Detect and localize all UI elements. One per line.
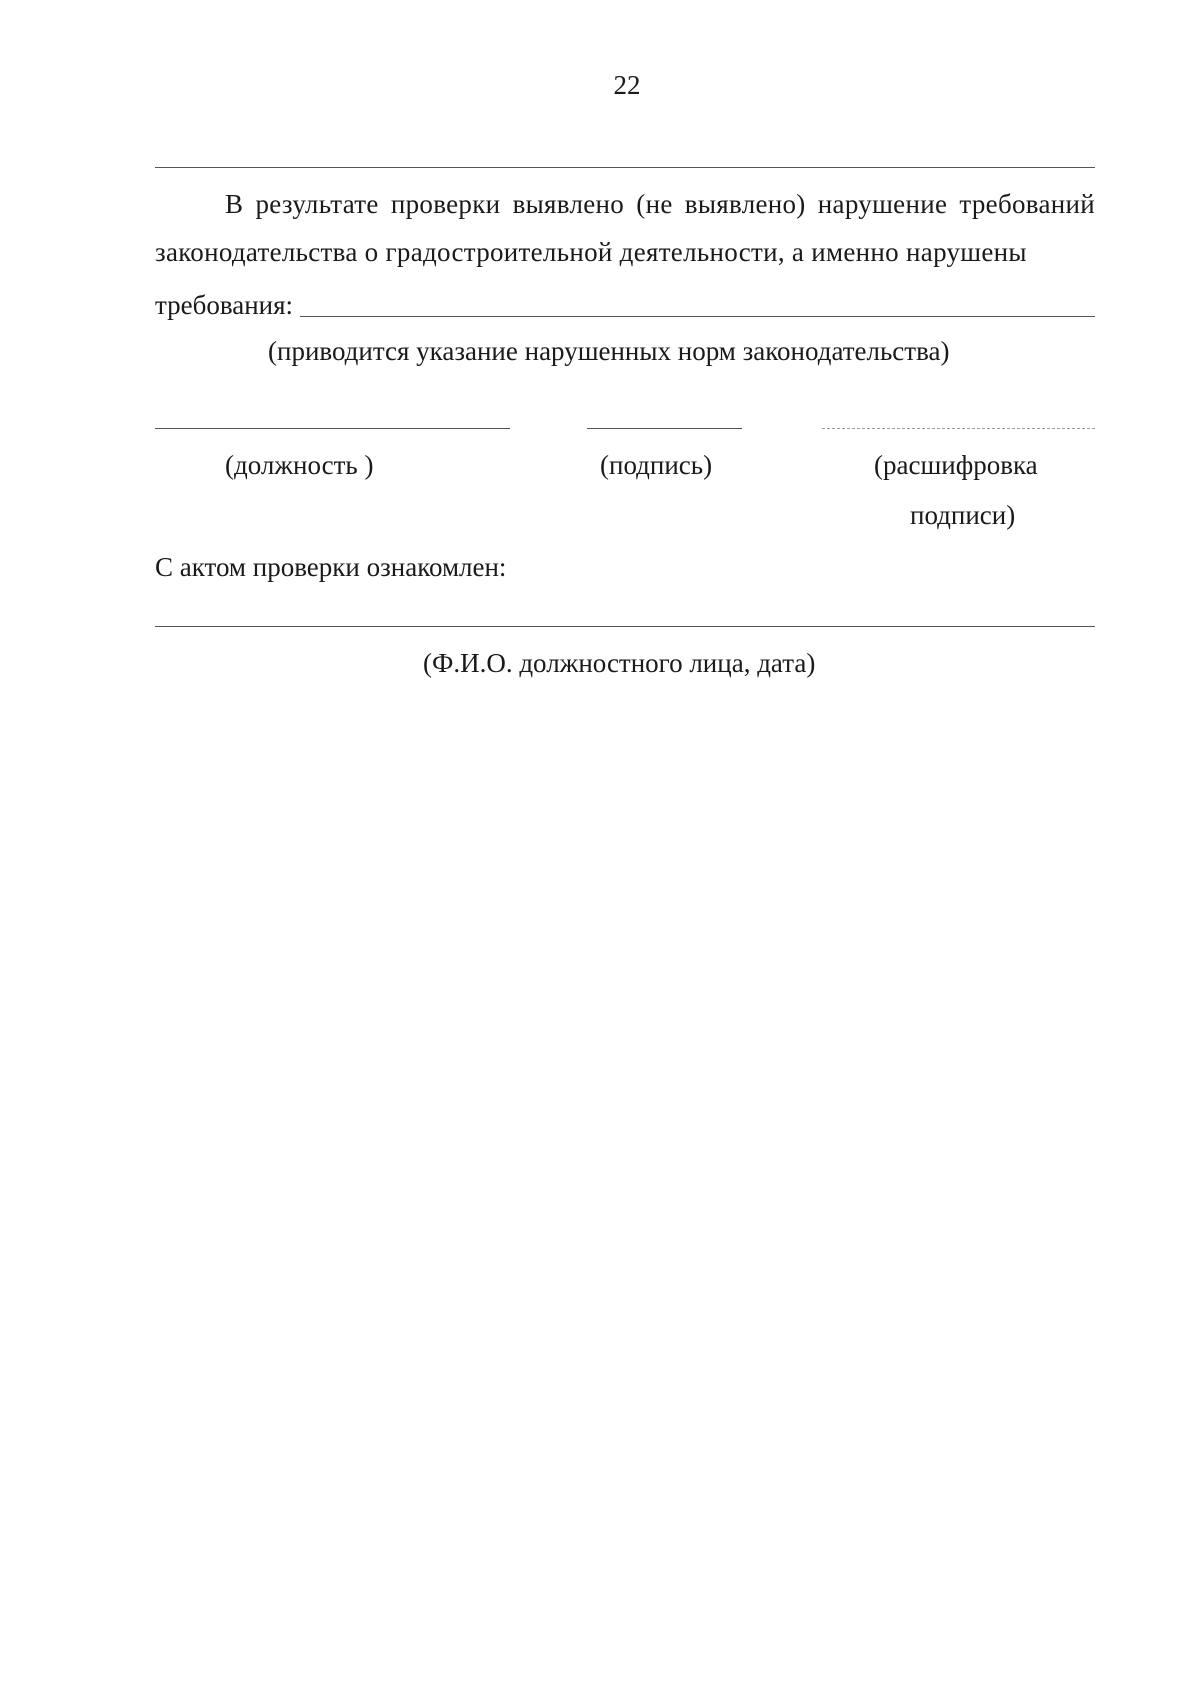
violation-paragraph: В результате проверки выявлено (не выявлено) нарушение требований законодательства о градостроительной деятельности, а именно нарушены: [155, 189, 1095, 267]
acknowledgement-hint: (Ф.И.О. должностного лица, дата): [423, 648, 816, 678]
decoding-line: [822, 428, 1095, 429]
requirements-hint: (приводится указание нарушенных норм законодательства): [268, 336, 950, 366]
decoding-label-line1: (расшифровка: [874, 450, 1038, 480]
position-label: (должность ): [225, 450, 374, 480]
position-line: [155, 428, 510, 429]
requirements-label: требования:: [155, 290, 294, 320]
acknowledgement-line: [155, 626, 1095, 627]
signature-line: [587, 428, 742, 429]
signature-label: (подпись): [600, 450, 713, 480]
acknowledgement-label: С актом проверки ознакомлен:: [155, 552, 507, 582]
requirements-fill-line: [300, 316, 1095, 317]
decoding-label-line2: подписи): [910, 500, 1016, 530]
header-rule: [155, 167, 1095, 168]
page-number: 22: [613, 70, 641, 100]
